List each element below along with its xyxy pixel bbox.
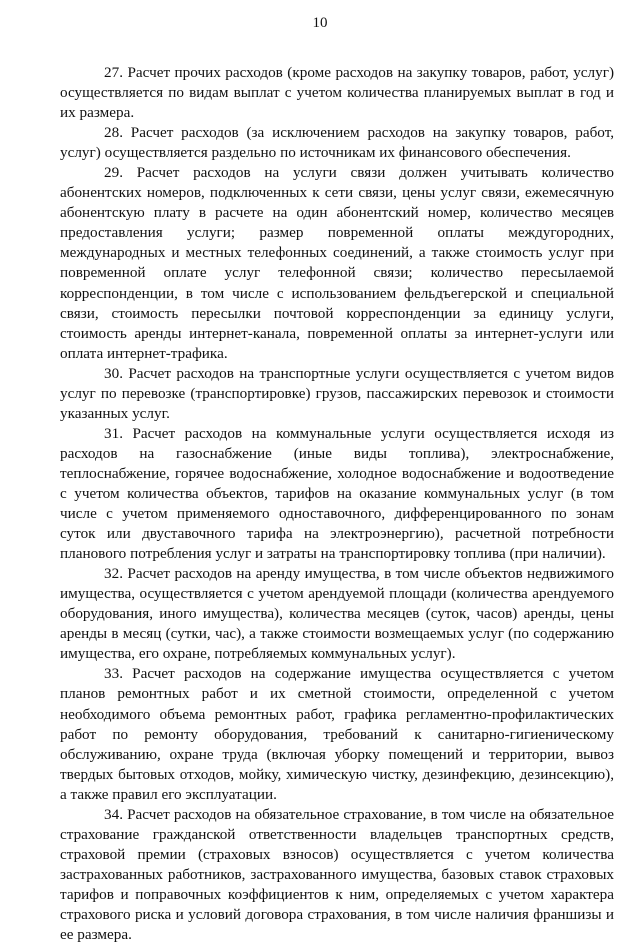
paragraph-29: 29. Расчет расходов на услуги связи должен учитывать количество абонентских номеров, подключенных к сети связи, цены услуг связи, ежемесячную абонентскую плату в расчете на один абонентский номер, количество месяцев предоставления услуги; размер повременной оплаты междугородних, международных и местных телефонных соединений, а также стоимость услуг при повременной оплате услуг телефонной связи; количество пересылаемой корреспонденции, в том числе с использованием фельдъегерской и специальной связи, стоимость пересылки почтовой корреспонденции за единицу услуги, стоимость аренды интернет-канала, повременной оплаты за интернет-услуги или оплата интернет-трафика. xyxy=(60,164,614,362)
page-number: 10 xyxy=(312,15,328,31)
paragraph-31: 31. Расчет расходов на коммунальные услуги осуществляется исходя из расходов на газоснабжение (иные виды топлива), электроснабжение, теплоснабжение, горячее водоснабжение, холодное водоснабжение и водоотведение с учетом количества объектов, тарифов на оказание коммунальных услуг (в том числе с учетом применяемого одноставочного, дифференцированного по зонам суток или двуставочного тарифа на электроэнергию), расчетной потребности планового потребления услуг и затраты на транспортировку топлива (при наличии). xyxy=(60,424,614,563)
paragraph-33: 33. Расчет расходов на содержание имущества осуществляется с учетом планов ремонтных работ и их сметной стоимости, определенной с учетом необходимого объема ремонтных работ, графика регламентно-профилактических работ по ремонту оборудования, требований к санитарно-гигиеническому обслуживанию, охране труда (включая уборку помещений и территории, вывоз твердых бытовых отходов, мойку, химическую чистку, дезинфекцию, дезинсекцию), а также правил его эксплуатации. xyxy=(60,665,614,803)
paragraph-27: 27. Расчет прочих расходов (кроме расходов на закупку товаров, работ, услуг) осуществляется по видам выплат с учетом количества планируемых выплат в год и их размера. xyxy=(60,64,614,122)
document-body xyxy=(60,63,614,945)
paragraph-30: 30. Расчет расходов на транспортные услуги осуществляется с учетом видов услуг по перевозке (транспортировке) грузов, пассажирских перевозок и стоимости указанных услуг. xyxy=(60,364,614,422)
paragraph-34: 34. Расчет расходов на обязательное страхование, в том числе на обязательное страхование гражданской ответственности владельцев транспортных средств, страховой премии (страховых взносов) осуществляется с учетом количества застрахованных работников, застрахованного имущества, базовых ставок страховых тарифов и поправочных коэффициентов к ним, определяемых с учетом характера страхового риска и условий договора страхования, в том числе наличия франшизы и ее размера. xyxy=(60,805,614,944)
paragraph-32: 32. Расчет расходов на аренду имущества, в том числе объектов недвижимого имущества, осуществляется с учетом арендуемой площади (количества арендуемого оборудования, иного имущества), количества месяцев (суток, часов) аренды, цены аренды в месяц (сутки, час), а также стоимости возмещаемых услуг (по содержанию имущества, его охране, потребляемых коммунальных услуг). xyxy=(60,565,614,663)
paragraph-28: 28. Расчет расходов (за исключением расходов на закупку товаров, работ, услуг) осуществляется раздельно по источникам их финансового обеспечения. xyxy=(60,124,614,162)
